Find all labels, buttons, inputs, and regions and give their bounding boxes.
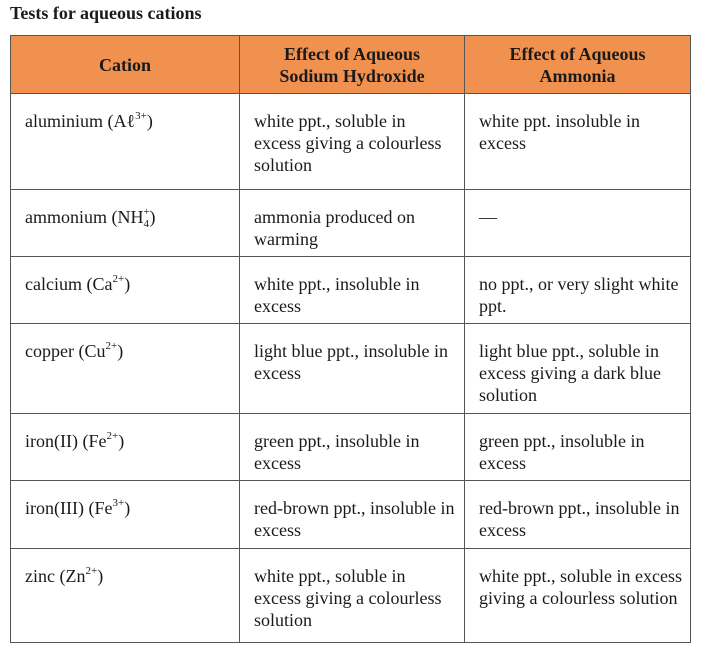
header-cation: Cation	[11, 36, 240, 94]
table-row	[11, 481, 691, 549]
ammonia-cell: white ppt., soluble in excess giving a colourless solution	[465, 549, 691, 643]
table-row	[11, 257, 691, 324]
table-row	[11, 549, 691, 643]
table-row	[11, 324, 691, 414]
naoh-cell: white ppt., soluble in excess giving a colourless solution	[240, 549, 465, 643]
header-naoh: Effect of Aqueous Sodium Hydroxide	[240, 36, 465, 94]
ammonia-cell: light blue ppt., soluble in excess giving a dark blue solution	[465, 324, 691, 414]
naoh-cell: white ppt., insoluble in excess	[240, 257, 465, 324]
header-row	[11, 36, 691, 94]
table-row	[11, 414, 691, 481]
ammonia-cell: green ppt., insoluble in excess	[465, 414, 691, 481]
ammonia-cell: —	[465, 190, 691, 257]
naoh-cell: ammonia produced on warming	[240, 190, 465, 257]
cation-cell: ammonium (NH + 4 )	[11, 190, 240, 257]
cation-cell: copper $(Cu^{2+})$	[11, 324, 240, 414]
page-title: Tests for aqueous cations	[10, 3, 202, 23]
cation-cell: iron(III) $(Fe^{3+})$	[11, 481, 240, 549]
naoh-cell: white ppt., soluble in excess giving a colourless solution	[240, 94, 465, 190]
naoh-cell: red-brown ppt., insoluble in excess	[240, 481, 465, 549]
cation-tests-table	[10, 35, 691, 643]
table-row	[11, 190, 691, 257]
cation-cell: zinc $(Zn^{2+})$	[11, 549, 240, 643]
ammonia-cell: white ppt. insoluble in excess	[465, 94, 691, 190]
cation-cell: calcium $(Ca^{2+})$	[11, 257, 240, 324]
cation-cell: aluminium (Aℓ$^{3+}$)	[11, 94, 240, 190]
cation-cell: iron(II) $(Fe^{2+})$	[11, 414, 240, 481]
ammonia-cell: no ppt., or very slight white ppt.	[465, 257, 691, 324]
ammonia-cell: red-brown ppt., insoluble in excess	[465, 481, 691, 549]
table-row	[11, 94, 691, 190]
header-ammonia: Effect of Aqueous Ammonia	[465, 36, 691, 94]
naoh-cell: green ppt., insoluble in excess	[240, 414, 465, 481]
naoh-cell: light blue ppt., insoluble in excess	[240, 324, 465, 414]
